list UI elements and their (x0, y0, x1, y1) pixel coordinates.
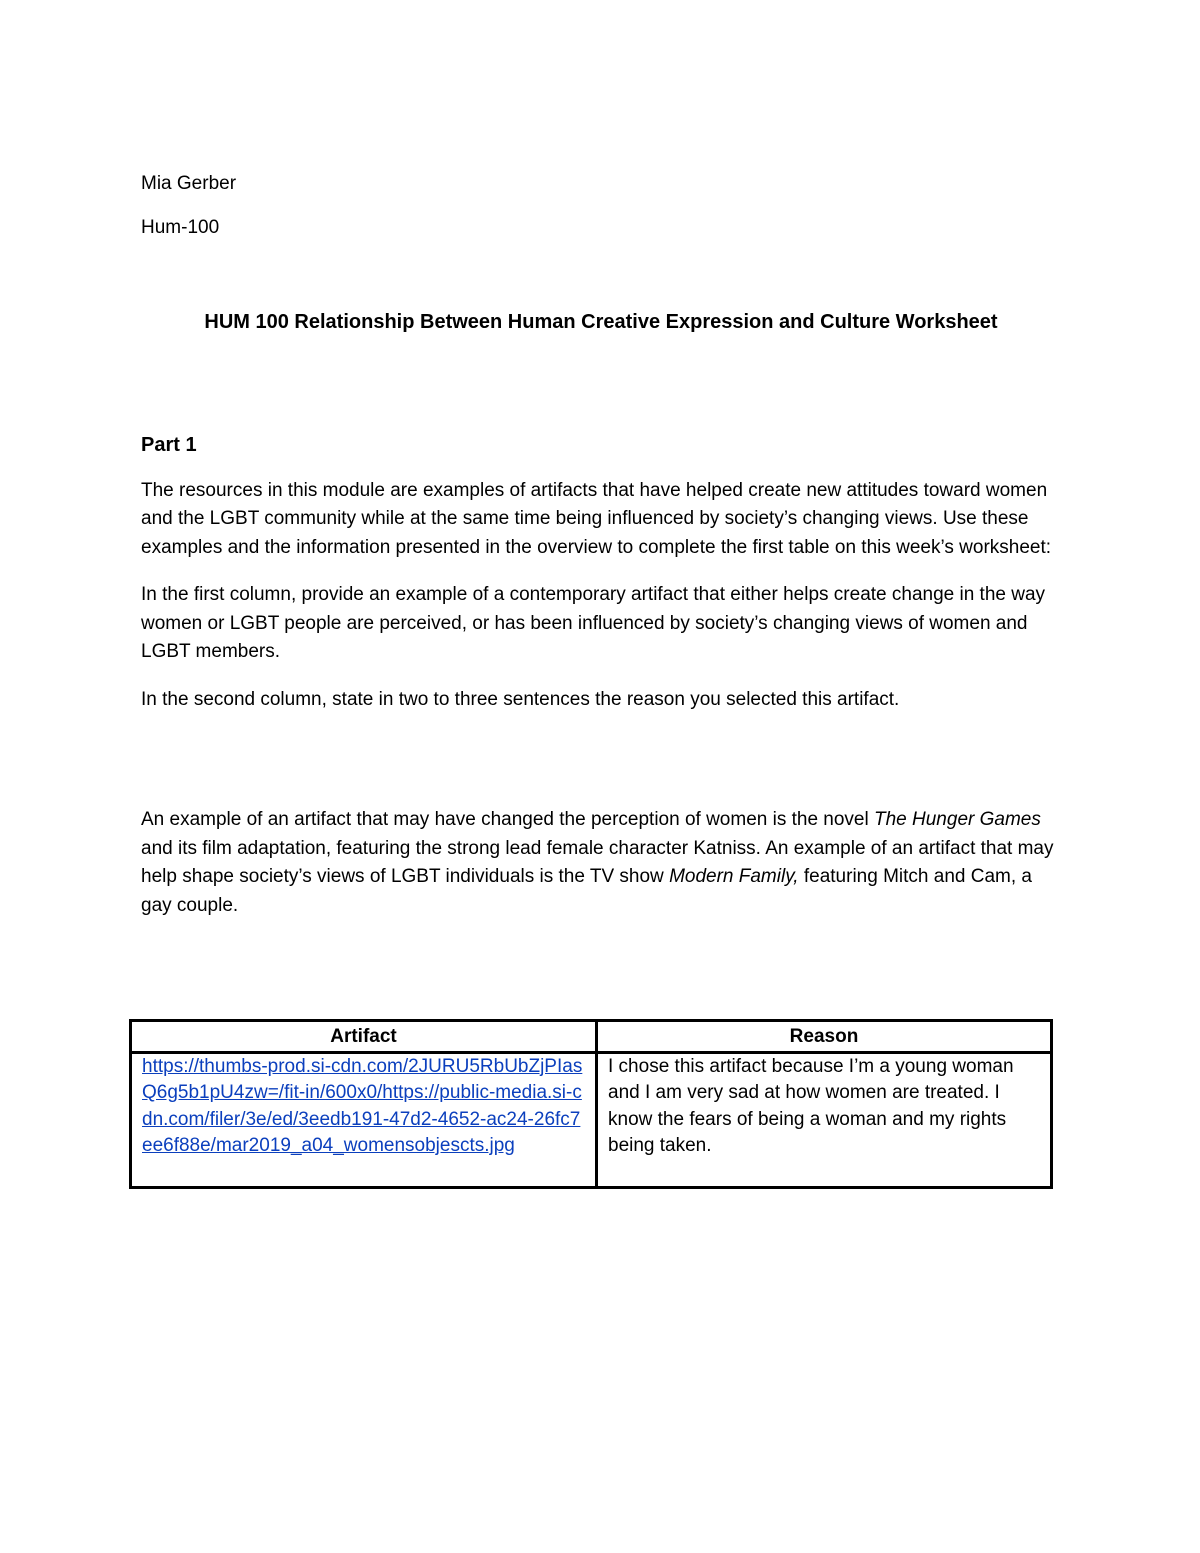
artifact-cell (131, 1052, 597, 1187)
artifact-column-header: Artifact (131, 1021, 597, 1053)
author-name: Mia Gerber (141, 173, 237, 194)
artifact-table-container (129, 1019, 1050, 1189)
instruction-first-column: In the first column, provide an example of a contemporary artifact that either helps create change in the way women or LGBT people are perceived, or has been influenced by society’s changing views of women and LGBT members. (141, 584, 1046, 663)
artifact-url-link[interactable]: https://thumbs-prod.si-cdn.com/2JURU5RbUbZjPIasQ6g5b1pU4zw=/fit-in/600x0/https://public-media.si-cdn.com/filer/3e/ed/3eedb191-47d2-4652-ac24-26fc7ee6f88e/mar2019_a04_womensobjescts.jpg (142, 1055, 583, 1156)
modern-family-title: Modern Family, (669, 866, 799, 888)
example-paragraph (141, 806, 1061, 920)
artifact-table (129, 1019, 1053, 1189)
course-code: Hum-100 (141, 217, 220, 238)
part-heading: Part 1 (141, 434, 197, 456)
document-body (141, 170, 1061, 939)
reason-cell (597, 1052, 1052, 1187)
page-title: HUM 100 Relationship Between Human Creative Expression and Culture Worksheet (204, 311, 998, 333)
example-text-3: featuring Mitch and Cam, a gay couple. (141, 866, 1032, 916)
example-text-1: An example of an artifact that may have changed the perception of women is the novel (141, 809, 874, 831)
example-text-2: and its film adaptation, featuring the strong lead female character Katniss. An example of an artifact that may help shape society’s views of LGBT individuals is the TV show (141, 837, 1054, 888)
hunger-games-title: The Hunger Games (874, 809, 1041, 831)
reason-text: I chose this artifact because I’m a young woman and I am very sad at how women are treated. I know the fears of being a woman and my rights being taken. (608, 1055, 1014, 1156)
intro-paragraph: The resources in this module are examples of artifacts that have helped create new attitudes toward women and the LGBT community while at the same time being influenced by society’s changing views. Use these examples and the information presented in the overview to complete the first table on this week’s worksheet: (141, 479, 1052, 558)
table-header-row (131, 1021, 1052, 1053)
table-row (131, 1052, 1052, 1187)
reason-column-header: Reason (597, 1021, 1052, 1053)
instruction-second-column: In the second column, state in two to three sentences the reason you selected this artifact. (141, 688, 900, 710)
